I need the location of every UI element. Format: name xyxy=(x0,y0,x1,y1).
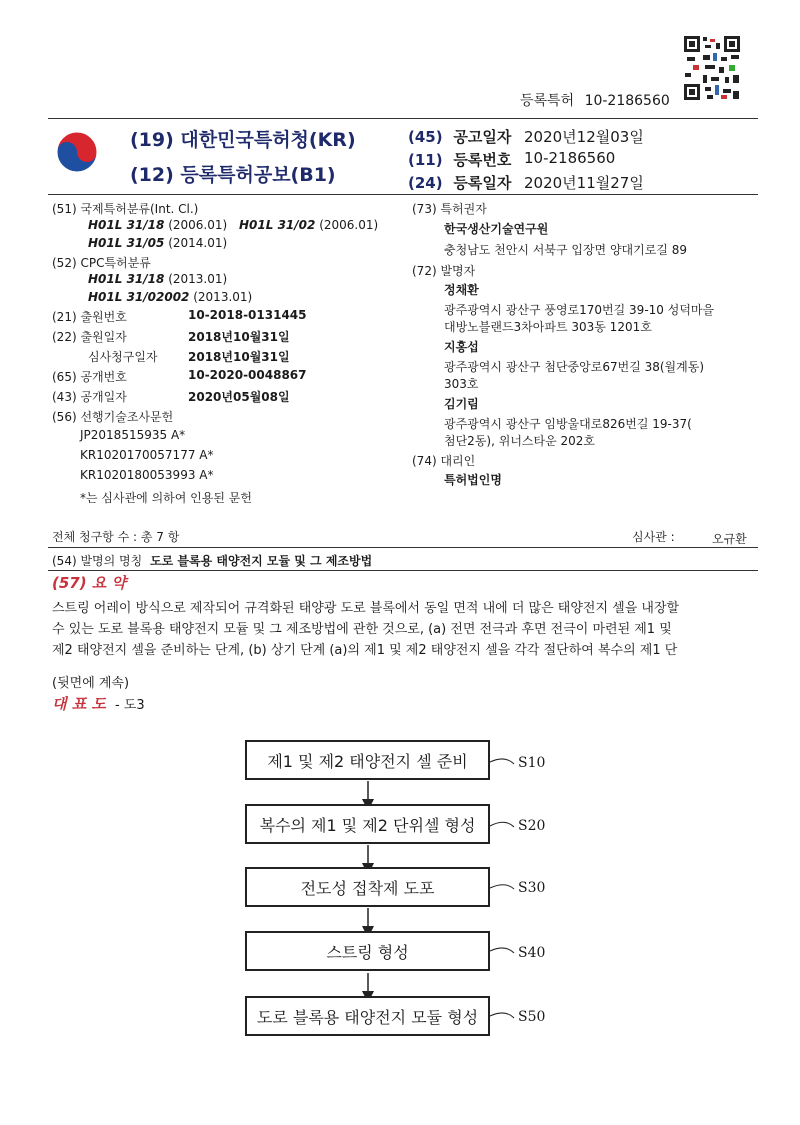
pub-no-value: 10-2020-0048867 xyxy=(188,368,307,382)
app-date-value: 2018년10월31일 xyxy=(188,330,290,344)
flow-label-s50: S50 xyxy=(518,1009,546,1025)
abstract-line-3: 제2 태양전지 셀을 준비하는 단계, (b) 상기 단계 (a)의 제1 및 제2 태양전지 셀을 각각 절단하여 복수의 제1 단 xyxy=(52,643,678,658)
inventor-3-addr-1: 광주광역시 광산구 임방울대로826번길 19-37( xyxy=(444,417,692,431)
invention-title-prefix: (54) 발명의 명칭 xyxy=(52,554,143,568)
owner-address: 충청남도 천안시 서북구 입장면 양대기로길 89 xyxy=(444,243,687,257)
prior-art-title: (56) 선행기술조사문헌 xyxy=(52,410,174,424)
abstract-line-2: 수 있는 도로 블록용 태양전지 모듈 및 그 제조방법에 관한 것으로, (a) 전면 전극과 후면 전극이 마련된 제1 및 xyxy=(52,622,672,637)
inventor-3-addr-2: 첨단2동), 위너스타운 202호 xyxy=(444,434,595,448)
representative-value: - 도3 xyxy=(115,698,145,713)
cpc-line-2: H01L 31/02002 (2013.01) xyxy=(88,290,253,304)
flow-step-s20: 복수의 제1 및 제2 단위셀 형성 xyxy=(245,804,490,844)
flow-step-s10: 제1 및 제2 태양전지 셀 준비 xyxy=(245,740,490,780)
inventor-title: (72) 발명자 xyxy=(412,264,476,278)
pub-date-value: 2020년05월08일 xyxy=(188,390,290,404)
app-no-label: (21) 출원번호 xyxy=(52,310,127,324)
ipc-title: (51) 국제특허분류(Int. Cl.) xyxy=(52,202,199,216)
inventor-2-name: 지홍섭 xyxy=(444,340,479,354)
owner-name: 한국생산기술연구원 xyxy=(444,222,549,236)
prior-art-1: JP2018515935 A* xyxy=(80,428,186,442)
prior-art-2: KR1020170057177 A* xyxy=(80,448,214,462)
ipc-line-1: H01L 31/18 (2006.01) H01L 31/02 (2006.01) xyxy=(88,218,379,232)
app-date-label: (22) 출원일자 xyxy=(52,330,127,344)
leader-s50 xyxy=(490,1013,514,1018)
flow-label-s40: S40 xyxy=(518,945,546,961)
cpc-line-1: H01L 31/18 (2013.01) xyxy=(88,272,228,286)
inventor-2-addr-1: 광주광역시 광산구 첨단중앙로67번길 38(월계동) xyxy=(444,360,705,374)
flow-label-s30: S30 xyxy=(518,880,546,896)
prior-art-note: *는 심사관에 의하여 인용된 문헌 xyxy=(80,491,252,505)
leader-s20 xyxy=(490,822,514,827)
continued-note: (뒷면에 계속) xyxy=(52,676,130,691)
invention-title: 도로 블록용 태양전지 모듈 및 그 제조방법 xyxy=(150,554,373,568)
flow-step-s50: 도로 블록용 태양전지 모듈 형성 xyxy=(245,996,490,1036)
issuing-office: (19) 대한민국특허청(KR) xyxy=(130,129,356,151)
agent-name: 특허법인명 xyxy=(444,473,502,487)
registration-value: 10-2186560 xyxy=(584,93,670,109)
abstract-heading: (57) 요 약 xyxy=(52,574,127,592)
representative-label: 대 표 도 xyxy=(52,695,106,713)
app-no-value: 10-2018-0131445 xyxy=(188,308,307,322)
flow-label-s20: S20 xyxy=(518,818,546,834)
flow-label-s10: S10 xyxy=(518,755,546,771)
agent-title: (74) 대리인 xyxy=(412,454,476,468)
owner-title: (73) 특허권자 xyxy=(412,202,487,216)
total-claims: 전체 청구항 수 : 총 7 항 xyxy=(52,530,180,544)
exam-date-label: 심사청구일자 xyxy=(88,350,158,364)
pub-date-label: (43) 공개일자 xyxy=(52,390,127,404)
flow-step-s30: 전도성 접착제 도포 xyxy=(245,867,490,907)
inventor-1-addr-1: 광주광역시 광산구 풍영로170번길 39-10 성덕마을 xyxy=(444,303,715,317)
examiner-name: 오규환 xyxy=(712,532,747,546)
inventor-2-addr-2: 303호 xyxy=(444,377,479,391)
leader-s10 xyxy=(490,759,514,764)
inventor-1-addr-2: 대방노블랜드3차아파트 303동 1201호 xyxy=(444,320,652,334)
reg-date-row: (24) 등록일자 2020년11월27일 xyxy=(408,174,644,192)
flow-step-s40: 스트링 형성 xyxy=(245,931,490,971)
pub-no-label: (65) 공개번호 xyxy=(52,370,127,384)
exam-date-value: 2018년10월31일 xyxy=(188,350,290,364)
pub-date-row: (45) 공고일자 2020년12월03일 xyxy=(408,128,644,146)
document-type: (12) 등록특허공보(B1) xyxy=(130,164,336,186)
leader-s30 xyxy=(490,885,514,889)
abstract-line-1: 스트링 어레이 방식으로 제작되어 규격화된 태양광 도로 블록에서 동일 면적 내에 더 많은 태양전지 셀을 내장할 xyxy=(52,601,680,616)
leader-s40 xyxy=(490,948,514,953)
examiner-label: 심사관 : xyxy=(632,530,675,544)
inventor-1-name: 정채환 xyxy=(444,283,479,297)
prior-art-3: KR1020180053993 A* xyxy=(80,468,214,482)
reg-no-row: (11) 등록번호 10-2186560 xyxy=(408,149,616,169)
inventor-3-name: 김기림 xyxy=(444,397,479,411)
registration-label: 등록특허 xyxy=(520,93,575,109)
ipc-line-2: H01L 31/05 (2014.01) xyxy=(88,236,228,250)
cpc-title: (52) CPC특허분류 xyxy=(52,256,151,270)
